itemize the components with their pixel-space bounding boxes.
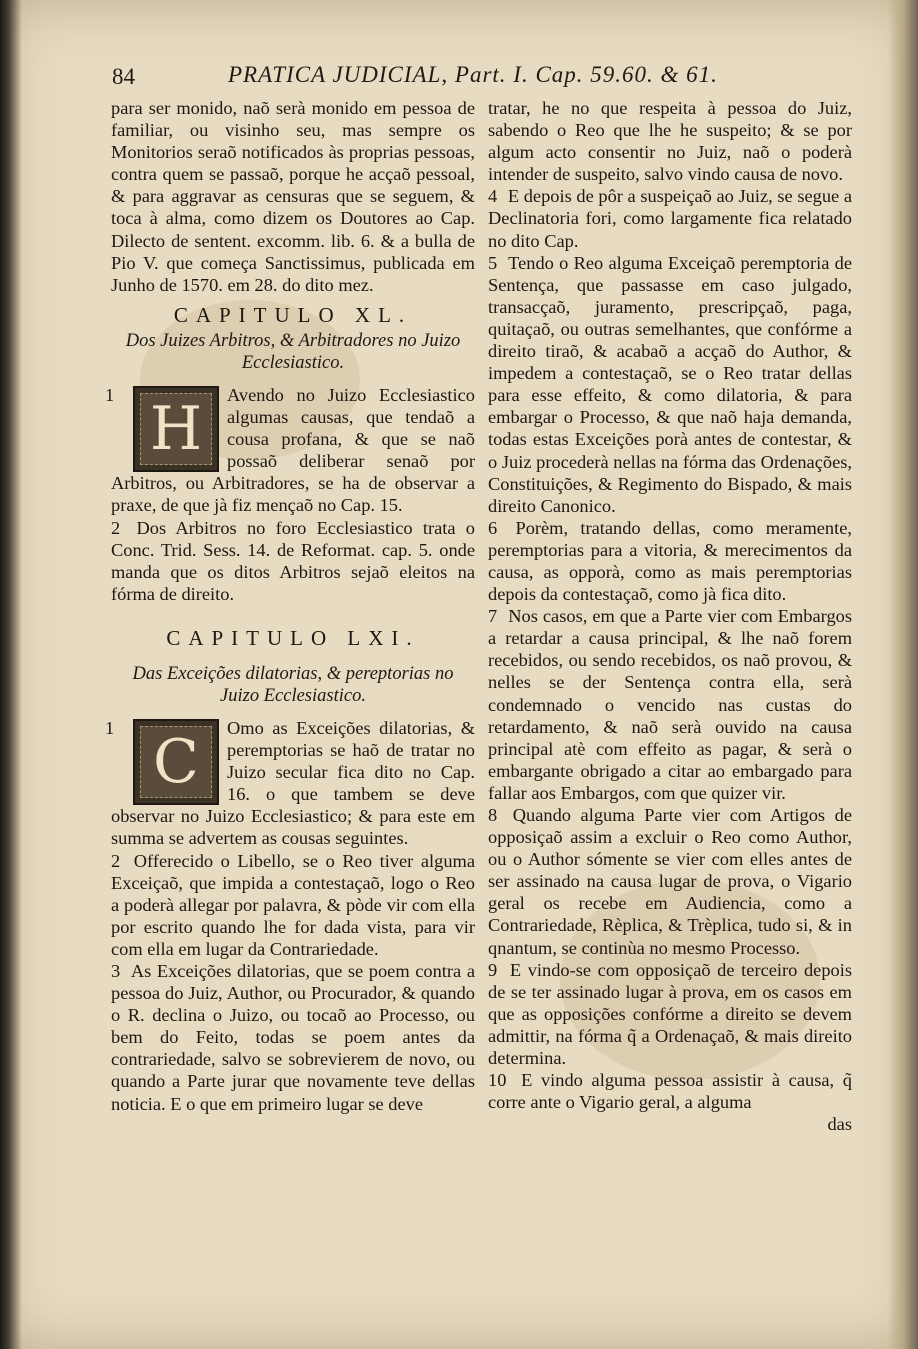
paragraph-number: 1 [105, 384, 115, 405]
right-column [488, 97, 852, 1135]
opening-paragraph: tratar, he no que respeita à pessoa do Juiz, sabendo o Reo que lhe he suspeito; & se por algum acto consentir no Juiz, naõ o poderà intender de suspeito, salvo vindo causa de novo. [488, 98, 852, 185]
paragraph-number: 4 [488, 186, 498, 207]
initial-letter: C [153, 726, 199, 797]
running-head: PRATICA JUDICIAL, Part. I. Cap. 59.60. & 61. [228, 62, 718, 87]
paragraph-number: 2 [111, 517, 121, 538]
paragraph-text: Tendo o Reo alguma Exceiçaõ peremptoria de Sentença, que passasse em caso julgado, transacçaõ, juramento, prescripçaõ, paga, quitaçaõ, ou outras semelhantes, que confórme a direito tiraõ, & acabaõ a acçaõ do Author, & impedem a contestaçaõ, se o Reo tratar dellas para esse effeito, & como dilatoria, & para embargar o Processo, & que naõ haja demanda, todas estas Exceições porà antes de contestar, & o Juiz procederà nellas na fórma das Ordenações, Constituições, & Regimento do Bispado, & mais direito Canonico. [488, 252, 852, 516]
decorated-initial [133, 719, 219, 805]
paragraph [488, 517, 852, 605]
chapter-heading: CAPITULO XL. [173, 302, 413, 327]
paragraph [111, 850, 475, 960]
paragraph-text: E vindo alguma pessoa assistir à causa, q̃ corre ante o Vigario geral, a alguma [488, 1070, 852, 1113]
paragraph-text: Porèm, tratando dellas, como meramente, peremptorias para a vitoria, & merecimentos da causa, as opporà, como as mais peremptorias depois da contestaçaõ, como jà fica dito. [488, 517, 852, 605]
initial-letter: H [149, 393, 203, 464]
paragraph [111, 960, 475, 1115]
opening-paragraph: para ser monido, naõ serà monido em pessoa de familiar, ou visinho seu, mas sempre os Monitorios seraõ notificados às proprias pessoas, contra quem se passaõ, porque he acçaõ pessoal, & para aggravar as censuras que se seguem, & toca à alma, como dizem os Doutores ao Cap. Dilecto de sentent. excomm. lib. 6. & a bulla de Pio V. que começa Sanctissimus, publicada em Junho de 1570. em 28. do dito mez. [111, 98, 475, 295]
paragraph-number: 9 [488, 959, 498, 980]
paragraph [105, 384, 475, 517]
paragraph-text: Dos Arbitros no foro Ecclesiastico trata o Conc. Trid. Sess. 14. de Reformat. cap. 5. onde manda que os ditos Arbitros sejaõ eleitos na fórma de direito. [111, 517, 475, 604]
page-header [112, 62, 882, 92]
paragraph [488, 959, 852, 1069]
paragraph [105, 717, 475, 850]
paragraph-text: E depois de pôr a suspeiçaõ ao Juiz, se segue a Declinatoria fori, como largamente fica relatado no dito Cap. [488, 186, 852, 251]
paragraph [488, 252, 852, 517]
decorated-initial [133, 386, 219, 472]
paragraph-number: 7 [488, 606, 498, 627]
paragraph [488, 804, 852, 959]
chapter-heading: CAPITULO LXI. [166, 625, 420, 650]
paragraph-number: 3 [111, 961, 121, 981]
paragraph [488, 185, 852, 251]
page-number: 84 [112, 64, 135, 89]
paragraph [488, 1069, 852, 1113]
paragraph-number: 5 [488, 252, 498, 273]
paragraph-number: 10 [488, 1070, 507, 1091]
chapter-subtitle: Das Exceições dilatorias, & pereptorias no Juizo Ecclesiastico. [132, 663, 454, 706]
paragraph [111, 517, 475, 605]
paragraph [488, 605, 852, 804]
catchword: das [827, 1114, 852, 1135]
paragraph-text: As Exceições dilatorias, que se poem contra a pessoa do Juiz, Author, ou Procurador, & quando o R. declina o Juizo, ou tocaõ ao Processo, ou bem do Feito, todas se poem antes da contrariedade, salvo se sobrevierem de novo, ou quando a Parte jurar que novamente teve dellas noticia. E o que em primeiro lugar se deve [111, 961, 475, 1114]
paragraph-number: 2 [111, 850, 121, 871]
paragraph-text: Nos casos, em que a Parte vier com Embargos a retardar a causa principal, & lhe naõ forem recebidos, ou sendo recebidos, os naõ provou, & nelles se der Sentença contra ella, serà condemnado o vencido nas custas do retardamento, & naõ serà ouvido na causa principal atè com effeito as pagar, & serà o embargante obrigado a citar ao embargado para fallar aos Embargos, com que quizer vir. [488, 606, 852, 803]
paragraph-text: Offerecido o Libello, se o Reo tiver alguma Exceiçaõ, que impida a contestaçaõ, logo o Reo a poderà allegar por palavra, & pòde vir com ella por escrito quando lhe for dada vista, para vir com ella em lugar da Contrariedade. [111, 850, 475, 959]
page-edge [888, 0, 918, 1349]
paragraph-text: Avendo no Juizo Ecclesiastico algumas causas, que tendaõ a cousa profana, & que se naõ possaõ deliberar senaõ por Arbitros, ou Arbitradores, se ha de observar a praxe, de que jà fiz mençaõ no Cap. 15. [111, 384, 475, 516]
paragraph-number: 1 [105, 717, 115, 738]
paragraph-text: E vindo-se com opposiçaõ de terceiro depois de se ter assinado lugar à prova, em os casos em que as opposições confórme a direito se devem admittir, na fórma q̃ a Ordenaçaõ, & mais direito determina. [488, 959, 852, 1069]
paragraph-text: Omo as Exceições dilatorias, & peremptorias se haõ de tratar no Juizo secular fica dito no Cap. 16. o que tambem se deve observar no Juizo Ecclesiastico; & para este em summa se advertem as cousas seguintes. [111, 717, 475, 849]
paragraph-number: 8 [488, 805, 498, 825]
paragraph-number: 6 [488, 517, 498, 538]
binding-gutter [0, 0, 22, 1349]
chapter-subtitle: Dos Juizes Arbitros, & Arbitradores no Juizo Ecclesiastico. [125, 330, 461, 373]
paragraph-text: Quando alguma Parte vier com Artigos de opposiçaõ assim a excluir o Reo como Author, ou o Author sómente se vier com elles antes de ser assinado na causa lugar de prova, o Vigario geral os recebe em Audiencia, como a Contrariedade, Rèplica, & Trèplica, tudo si, & in qnantum, se continùa no mesmo Processo. [488, 805, 852, 958]
left-column [105, 97, 475, 1115]
